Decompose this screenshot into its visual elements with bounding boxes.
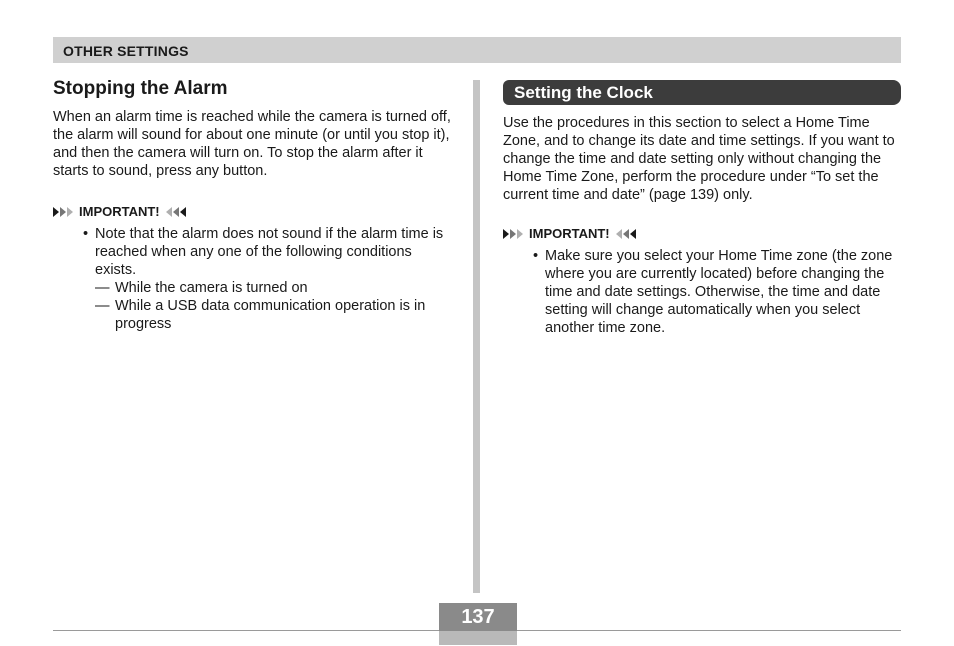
column-divider [473, 80, 480, 593]
important-bullet-text-right: Make sure you select your Home Time zone (the zone where you are currently located) before changing the time and date settings. Otherwise, the time and date setting will change automatically when you select another time zone. [545, 248, 893, 336]
important-bullet-left [53, 225, 453, 279]
condition-text: While the camera is turned on [115, 280, 308, 296]
section-header-bar [53, 37, 901, 63]
important-heading-left [53, 204, 453, 219]
important-bullet-right [503, 247, 901, 337]
setting-clock-paragraph: Use the procedures in this section to select a Home Time Zone, and to change its date and time settings. If you want to change the time and date setting only without changing the Home Time Zone, perform the procedure under “To set the current time and date” (page 139) only. [503, 115, 895, 203]
bullet-mark: • [533, 248, 539, 264]
stopping-alarm-paragraph: When an alarm time is reached while the camera is turned off, the alarm will sound for about one minute (or until you stop it), and then the camera will turn on. To stop the alarm after it starts to sound, press any button. [53, 109, 451, 179]
section-header-title: OTHER SETTINGS [63, 43, 189, 59]
important-arrows-left-icon [616, 229, 636, 239]
page-number-tab [439, 631, 517, 645]
important-heading-right [503, 226, 901, 241]
page-number: 137 [439, 603, 517, 631]
left-column [53, 78, 453, 333]
important-arrows-left-icon [166, 207, 186, 217]
right-column [503, 80, 901, 337]
dash-mark: — [95, 280, 110, 296]
condition-item [53, 297, 453, 333]
important-bullet-text-left: Note that the alarm does not sound if the alarm time is reached when any one of the following conditions exists. [95, 226, 444, 278]
bullet-mark: • [83, 226, 89, 242]
condition-item [53, 279, 453, 297]
condition-text: While a USB data communication operation is in progress [115, 298, 426, 332]
important-arrows-right-icon [503, 229, 523, 239]
setting-clock-title: Setting the Clock [503, 80, 901, 105]
stopping-alarm-title: Stopping the Alarm [53, 78, 228, 99]
important-label-right: IMPORTANT! [529, 226, 610, 241]
dash-mark: — [95, 298, 110, 314]
important-label-left: IMPORTANT! [79, 204, 160, 219]
important-arrows-right-icon [53, 207, 73, 217]
